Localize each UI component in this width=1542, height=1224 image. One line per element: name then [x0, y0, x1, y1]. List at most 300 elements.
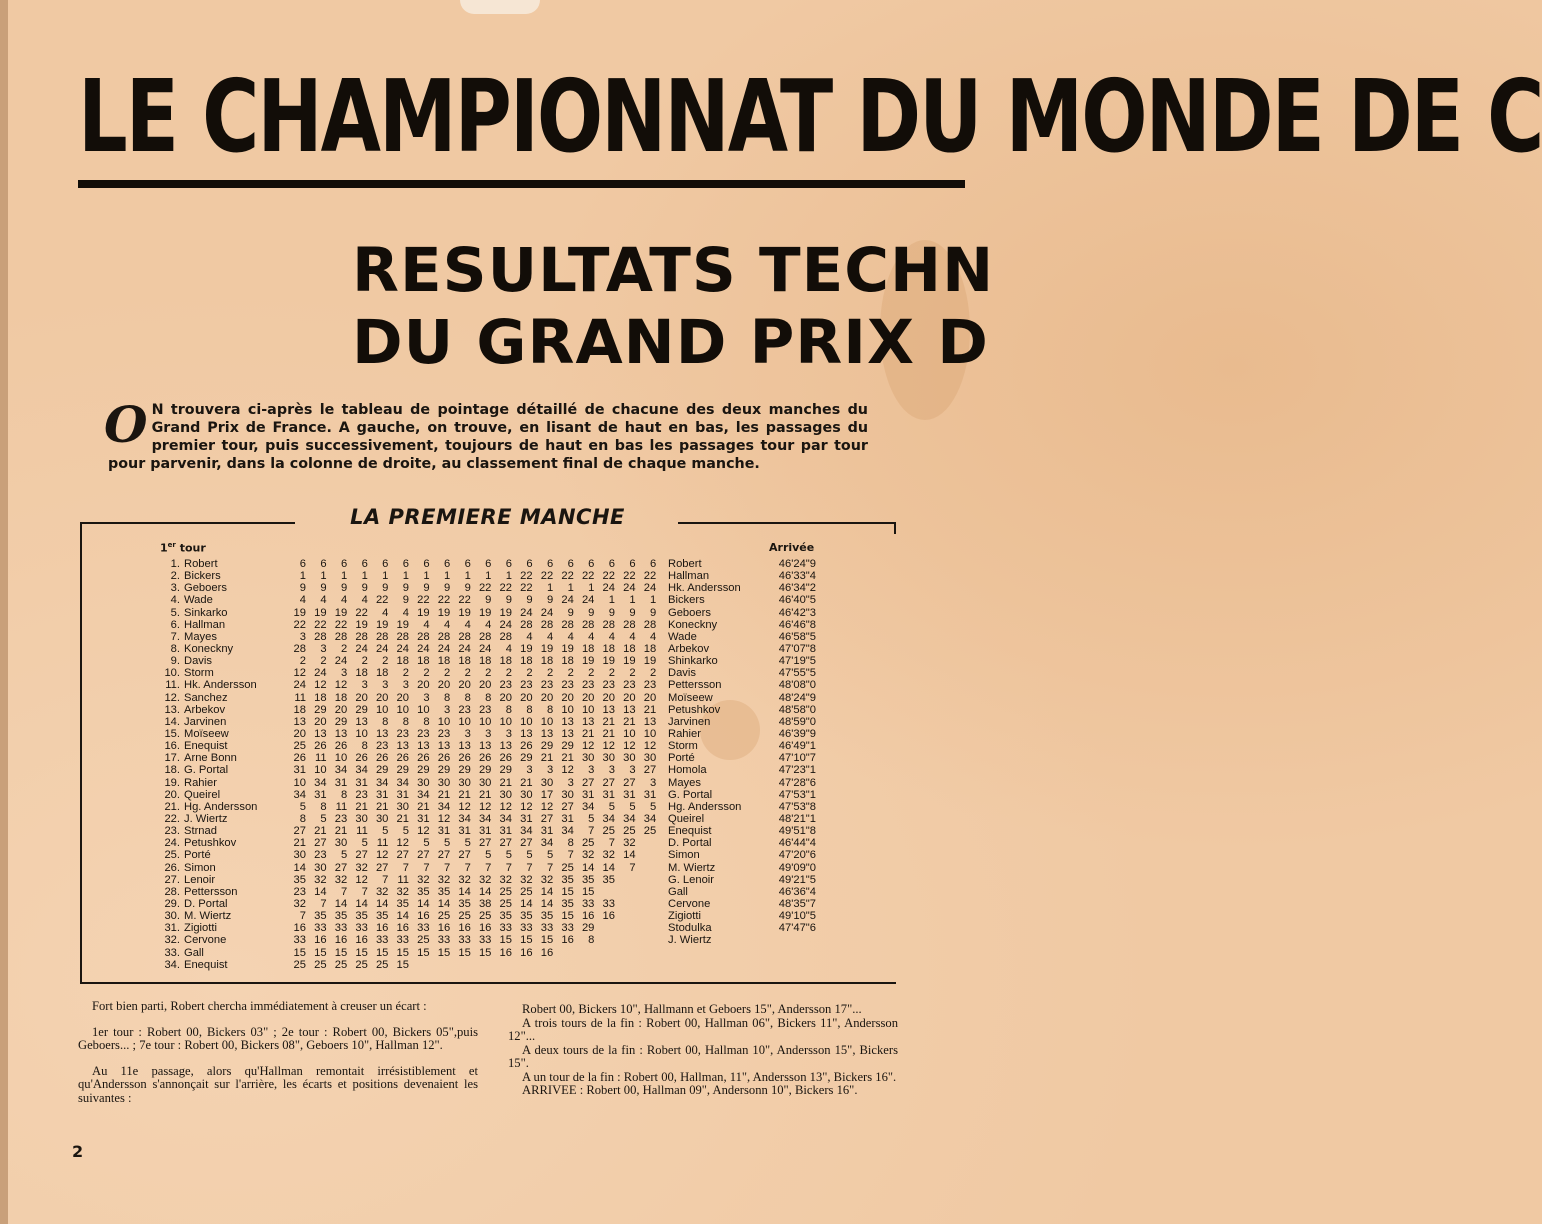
lap-cell: 21 [293, 837, 306, 850]
lap-cell: 25 [375, 958, 389, 971]
lap-cell: 16 [478, 922, 492, 935]
lap-cell: 10 [334, 752, 348, 765]
lap-cell: 19 [540, 642, 554, 655]
final-name-cell: Arbekov [668, 642, 710, 655]
lap-row [286, 825, 658, 837]
lap-cell: 20 [417, 679, 430, 692]
lap-cell: 19 [561, 642, 574, 655]
final-time-cell: 46'33"4 [778, 570, 816, 583]
lap-cell: 8 [546, 703, 554, 716]
lap-cell: 4 [629, 630, 636, 643]
final-name-cell: Davis [668, 667, 696, 680]
lap-cell: 29 [561, 740, 574, 753]
lap-row [286, 582, 658, 594]
lap-cell: 30 [458, 776, 471, 789]
lap-cell: 30 [561, 788, 574, 801]
lap-cell: 22 [314, 618, 327, 631]
lap-cell: 9 [443, 582, 451, 595]
lap-cell: 11 [397, 873, 409, 886]
lap-cell: 4 [423, 618, 430, 631]
final-name-cell: G. Portal [668, 788, 713, 801]
lap-cell: 31 [314, 788, 327, 801]
paragraph: Robert 00, Bickers 10", Hallmann et Geboers 15", Andersson 17"... [522, 1002, 862, 1016]
final-time-cell: 47'28"6 [778, 776, 816, 789]
lap-cell: 34 [581, 800, 595, 813]
page-edge [0, 0, 8, 1224]
lap-cell: 6 [649, 558, 657, 570]
lap-cell: 35 [458, 897, 471, 910]
rider-name-cell: Zigiotti [184, 922, 217, 935]
rank-cell: 13. [164, 703, 180, 716]
lap-cell: 27 [643, 764, 657, 777]
lap-cell: 7 [526, 861, 533, 874]
lap-cell: 23 [375, 740, 389, 753]
rank-cell: 31. [164, 922, 180, 935]
lap-cell: 1 [464, 570, 471, 583]
lap-cell: 24 [293, 679, 306, 692]
lap-cell: 29 [499, 764, 512, 777]
lap-cell: 14 [355, 897, 368, 910]
lap-cell: 1 [546, 582, 554, 595]
lap-cell: 26 [417, 752, 430, 765]
lap-row [286, 679, 658, 691]
lap-cell: 23 [540, 679, 554, 692]
rider-name-cell: Pettersson [184, 885, 238, 898]
lap-cell: 19 [417, 606, 430, 619]
lap-cell: 4 [649, 630, 657, 643]
lap-cell: 2 [382, 655, 389, 668]
final-time-cell: 49'10"5 [778, 910, 816, 923]
lap-cell: 27 [334, 861, 348, 874]
rank-cell: 11. [165, 679, 180, 692]
final-time-cell: 47'23"1 [778, 764, 816, 777]
lap-cell: 19 [520, 642, 533, 655]
rider-name-cell: Rahier [184, 776, 217, 789]
lap-cell: 8 [361, 740, 368, 753]
lap-cell: 18 [417, 655, 430, 668]
final-time-cell [772, 947, 816, 959]
rider-name-cell: Hg. Andersson [184, 800, 258, 813]
lap-cell: 9 [423, 582, 430, 595]
lap-cell: 29 [520, 752, 533, 765]
lap-cell: 16 [540, 946, 554, 959]
lap-cell: 20 [458, 679, 471, 692]
lap-cell: 9 [505, 594, 512, 607]
final-time-cell [772, 959, 816, 971]
lap-cell: 6 [505, 558, 512, 570]
lap-cell: 25 [417, 934, 430, 947]
lap-cell: 23 [643, 679, 657, 692]
lap-cell: 2 [505, 667, 512, 680]
final-name-cell: Mayes [668, 776, 701, 789]
lap-cell: 4 [546, 630, 554, 643]
lap-cell: 25 [499, 885, 512, 898]
lap-cell: 26 [334, 740, 348, 753]
rider-name-cell: Sanchez [184, 691, 228, 704]
lap-cell: 14 [540, 885, 554, 898]
final-time-cell: 48'58"0 [778, 703, 816, 716]
rider-name-cell: Enequist [184, 740, 228, 753]
lap-cell: 25 [478, 910, 492, 923]
final-time-cell: 47'20"6 [778, 849, 816, 862]
lap-cell: 10 [520, 715, 533, 728]
final-time-cell [772, 934, 816, 946]
lap-cell: 12 [458, 800, 471, 813]
lap-cell: 35 [561, 873, 574, 886]
lap-cell: 32 [478, 873, 492, 886]
rider-name-cell: Queirel [184, 788, 221, 801]
lap-cell: 7 [464, 861, 471, 874]
lap-cell: 30 [478, 776, 492, 789]
lap-cell: 13 [314, 727, 327, 740]
lap-cell: 10 [375, 703, 389, 716]
lap-cell: 22 [520, 582, 533, 595]
lap-cell: 35 [314, 910, 327, 923]
lap-cell: 14 [396, 910, 409, 923]
lap-row [286, 910, 658, 922]
lap-cell: 8 [526, 703, 533, 716]
rank-cell: 17. [164, 752, 180, 765]
final-name-cell: Hallman [668, 570, 710, 583]
lap-cell: 30 [520, 788, 533, 801]
lap-cell: 35 [520, 910, 533, 923]
lap-cell: 7 [505, 861, 512, 874]
lap-cell: 28 [355, 630, 368, 643]
lap-cell: 1 [320, 570, 327, 583]
lap-cell: 7 [567, 849, 574, 862]
lap-cell: 14 [478, 885, 492, 898]
lap-cell: 24 [375, 642, 389, 655]
rider-name-cell: Simon [184, 861, 216, 874]
lap-cell: 1 [485, 570, 492, 583]
lap-cell: 11 [314, 752, 327, 765]
lap-cell: 7 [588, 825, 595, 838]
intro-text: N trouvera ci-après le tableau de pointage détaillé de chacune des deux manches du Grand Prix de France. A gauche, on trouve, en lisant de haut en bas, les passages du premier tour, puis successivement, toujours de haut en bas les passages tour par tour pour parvenir, dans la colonne de droite, au classement final de chaque manche. [108, 402, 868, 472]
final-name-cell: Hg. Andersson [668, 800, 742, 813]
final-time-cell: 48'21"1 [778, 812, 816, 825]
lap-cell: 22 [355, 606, 368, 619]
lap-cell: 28 [520, 618, 533, 631]
lap-row [286, 934, 658, 946]
final-time-cell: 46'24"9 [778, 558, 816, 570]
lap-row [286, 655, 658, 667]
lap-cell: 35 [561, 897, 574, 910]
lap-row [286, 801, 658, 813]
lap-cell: 6 [299, 558, 306, 570]
lap-cell: 33 [581, 897, 595, 910]
lap-cell: 23 [355, 788, 368, 801]
lap-cell: 27 [396, 849, 409, 862]
lap-cell: 4 [340, 594, 348, 607]
lap-cell: 33 [602, 897, 615, 910]
lap-cell: 4 [567, 630, 574, 643]
lap-cell: 30 [314, 861, 327, 874]
lap-cell: 35 [499, 910, 512, 923]
lap-cell: 23 [499, 679, 512, 692]
lap-cell: 21 [623, 715, 636, 728]
lap-row [286, 607, 658, 619]
rank-column [140, 558, 180, 971]
final-name-cell: G. Lenoir [668, 873, 715, 886]
lap-row [286, 643, 658, 655]
rider-name-cell: Geboers [184, 582, 227, 595]
lap-cell: 25 [623, 825, 636, 838]
lap-cell: 21 [334, 825, 348, 838]
lap-cell: 22 [581, 570, 595, 583]
lap-cell: 24 [561, 594, 574, 607]
lap-cell: 20 [293, 727, 306, 740]
rank-cell: 4. [170, 594, 180, 607]
lap-cell: 28 [540, 618, 554, 631]
lap-cell: 1 [299, 570, 306, 583]
lap-cell: 29 [478, 764, 492, 777]
lap-cell: 9 [402, 594, 409, 607]
lap-cell: 24 [314, 667, 327, 680]
lap-cell: 9 [464, 582, 471, 595]
final-name-cell: Robert [668, 558, 702, 570]
lap-cell: 9 [299, 582, 306, 595]
lap-cell: 26 [458, 752, 471, 765]
lap-cell: 16 [417, 910, 430, 923]
lap-cell: 33 [375, 934, 389, 947]
lap-cell: 4 [443, 618, 451, 631]
lap-cell: 27 [623, 776, 636, 789]
lap-cell: 12 [602, 740, 615, 753]
lap-cell: 2 [423, 667, 430, 680]
final-time-cell: 47'53"8 [778, 800, 816, 813]
lap-cell: 12 [520, 800, 533, 813]
lap-cell: 24 [581, 594, 595, 607]
lap-cell: 1 [567, 582, 574, 595]
lap-cell: 26 [314, 740, 327, 753]
lap-cell: 34 [540, 837, 554, 850]
lap-cell: 19 [334, 606, 348, 619]
lap-cell: 21 [396, 812, 409, 825]
lap-cell: 26 [375, 752, 389, 765]
lap-cell: 12 [437, 812, 451, 825]
section-rule-right [678, 522, 896, 524]
lap-cell: 31 [581, 788, 595, 801]
lap-cell: 32 [396, 885, 409, 898]
lap-cell: 21 [561, 752, 574, 765]
lap-cell: 24 [602, 582, 615, 595]
final-time-cell: 46'46"8 [778, 618, 816, 631]
lap-cell: 18 [602, 642, 615, 655]
lap-cell: 28 [458, 630, 471, 643]
subtitle-line-1: RESULTATS TECHN [352, 235, 995, 306]
lap-cell: 20 [561, 691, 574, 704]
lap-cell: 18 [643, 642, 657, 655]
rank-cell: 14. [164, 715, 180, 728]
lap-cell: 14 [623, 849, 636, 862]
lap-cell: 10 [293, 776, 306, 789]
lap-cell: 3 [629, 764, 636, 777]
lap-cell: 19 [293, 606, 306, 619]
final-time-cell: 48'35"7 [778, 897, 816, 910]
lap-cell: 23 [334, 812, 348, 825]
lap-cell: 3 [340, 667, 348, 680]
rider-name-cell: Bickers [184, 570, 221, 583]
lap-cell: 10 [581, 703, 595, 716]
lap-row [286, 631, 658, 643]
rank-cell: 22. [164, 812, 180, 825]
lap-cell: 20 [623, 691, 636, 704]
lap-cell: 7 [402, 861, 409, 874]
lap-cell: 8 [464, 691, 471, 704]
right-text-column [508, 1003, 898, 1098]
lap-cell: 10 [396, 703, 409, 716]
lap-cell: 4 [526, 630, 533, 643]
final-name-cell [668, 959, 778, 971]
lap-cell: 13 [437, 740, 451, 753]
lap-cell: 2 [402, 667, 409, 680]
lap-cell: 2 [588, 667, 595, 680]
lap-cell: 24 [643, 582, 657, 595]
rider-name-cell: Storm [184, 667, 214, 680]
lap-cell: 24 [417, 642, 430, 655]
table-frame-right [894, 522, 896, 534]
lap-row [286, 667, 658, 679]
lap-cell: 4 [485, 618, 492, 631]
paragraph: ARRIVEE : Robert 00, Hallman 09", Andersonn 10", Bickers 16". [522, 1083, 858, 1097]
lap-cell: 3 [423, 691, 430, 704]
lap-cell: 20 [643, 691, 657, 704]
lap-cell: 24 [520, 606, 533, 619]
lap-cell: 18 [293, 703, 306, 716]
lap-row [286, 898, 658, 910]
final-name-cell: Geboers [668, 606, 711, 619]
lap-cell: 28 [499, 630, 512, 643]
lap-cell: 34 [334, 764, 348, 777]
lap-cell: 1 [608, 594, 615, 607]
lap-cell: 13 [458, 740, 471, 753]
lap-cell: 5 [320, 812, 327, 825]
lap-cell: 22 [499, 582, 512, 595]
lap-cell: 2 [299, 655, 306, 668]
lap-row [286, 947, 658, 959]
lap-row [286, 716, 658, 728]
lap-cell: 20 [478, 679, 492, 692]
lap-cell: 5 [361, 837, 368, 850]
lap-cell: 2 [567, 667, 574, 680]
lap-cell: 22 [643, 570, 657, 583]
lap-cell: 8 [588, 934, 595, 947]
lap-cell: 13 [643, 715, 657, 728]
lap-cell: 20 [602, 691, 615, 704]
lap-cell: 9 [382, 582, 389, 595]
lap-cell: 34 [437, 800, 451, 813]
rank-cell: 34. [164, 958, 180, 971]
rank-cell: 15. [164, 727, 180, 740]
lap-cell: 21 [602, 727, 615, 740]
lap-cell: 23 [396, 727, 409, 740]
lap-cell: 12 [540, 800, 554, 813]
rank-cell: 29. [164, 897, 180, 910]
lap-cell: 6 [526, 558, 533, 570]
lap-cell: 16 [334, 934, 348, 947]
lap-cell: 26 [396, 752, 409, 765]
lap-cell: 31 [417, 812, 430, 825]
lap-cell: 3 [588, 764, 595, 777]
lap-cell: 22 [334, 618, 348, 631]
lap-cell: 32 [417, 873, 430, 886]
lap-cell: 21 [437, 788, 451, 801]
lap-cell: 7 [546, 861, 554, 874]
lap-cell: 13 [355, 715, 368, 728]
paragraph: Fort bien parti, Robert chercha immédiatement à creuser un écart : [92, 999, 427, 1013]
lap-cell: 22 [458, 594, 471, 607]
lap-cell: 24 [478, 642, 492, 655]
rank-cell: 1. [170, 558, 180, 570]
lap-cell: 28 [314, 630, 327, 643]
lap-cell: 34 [396, 776, 409, 789]
lap-cell: 12 [293, 667, 306, 680]
final-time-cell: 48'59"0 [778, 715, 816, 728]
lap-cell: 31 [643, 788, 657, 801]
lap-cell: 30 [396, 800, 409, 813]
lap-cell: 12 [478, 800, 492, 813]
lap-cell: 11 [294, 691, 306, 704]
lap-cell: 5 [382, 825, 389, 838]
lap-cell: 3 [402, 679, 409, 692]
lap-cell: 30 [602, 752, 615, 765]
lap-cell: 10 [314, 764, 327, 777]
lap-cell: 14 [458, 885, 471, 898]
lap-cell: 19 [499, 606, 512, 619]
lap-cell: 20 [396, 691, 409, 704]
lap-cell: 20 [437, 679, 451, 692]
lap-cell: 5 [649, 800, 657, 813]
lap-cell: 9 [485, 594, 492, 607]
lap-cell: 2 [361, 655, 368, 668]
lap-cell: 18 [561, 655, 574, 668]
lap-cell: 23 [417, 727, 430, 740]
final-name-cell: Storm [668, 740, 698, 753]
rank-cell: 19. [164, 776, 180, 789]
lap-cell: 23 [458, 703, 471, 716]
lap-cell: 32 [520, 873, 533, 886]
lap-cell: 35 [355, 910, 368, 923]
final-time-cell: 47'10"7 [778, 752, 816, 765]
lap-cell: 7 [382, 873, 389, 886]
lap-cell: 16 [581, 910, 595, 923]
lap-cell: 12 [417, 825, 430, 838]
lap-cell: 7 [320, 897, 327, 910]
lap-cell: 22 [520, 570, 533, 583]
final-name-cell: M. Wiertz [668, 861, 716, 874]
lap-cell: 23 [293, 885, 306, 898]
lap-row [286, 594, 658, 606]
lap-cell: 12 [581, 740, 595, 753]
final-name-cell: Pettersson [668, 679, 722, 692]
lap-cell: 34 [314, 776, 327, 789]
lap-cell: 10 [623, 727, 636, 740]
main-title: LE CHAMPIONNAT DU MONDE DE C [78, 60, 1542, 176]
rank-cell: 12. [164, 691, 180, 704]
lap-cell: 33 [458, 934, 471, 947]
lap-cell: 15 [417, 946, 430, 959]
rank-cell: 18. [164, 764, 180, 777]
lap-cell: 24 [334, 655, 348, 668]
final-time-cell: 48'24"9 [778, 691, 816, 704]
paragraph: Au 11e passage, alors qu'Hallman remontait irrésistiblement et qu'Andersson s'annonçait sur l'arrière, les écarts et positions devenaient les suivantes : [78, 1063, 478, 1105]
lap-cell: 22 [561, 570, 574, 583]
paragraph: A un tour de la fin : Robert 00, Hallman, 11", Andersson 13", Bickers 16". [522, 1069, 897, 1084]
page-number: 2 [72, 1142, 84, 1161]
lap-cell: 34 [478, 812, 492, 825]
lap-cell: 18 [540, 655, 554, 668]
final-name-cell: Homola [668, 764, 707, 777]
